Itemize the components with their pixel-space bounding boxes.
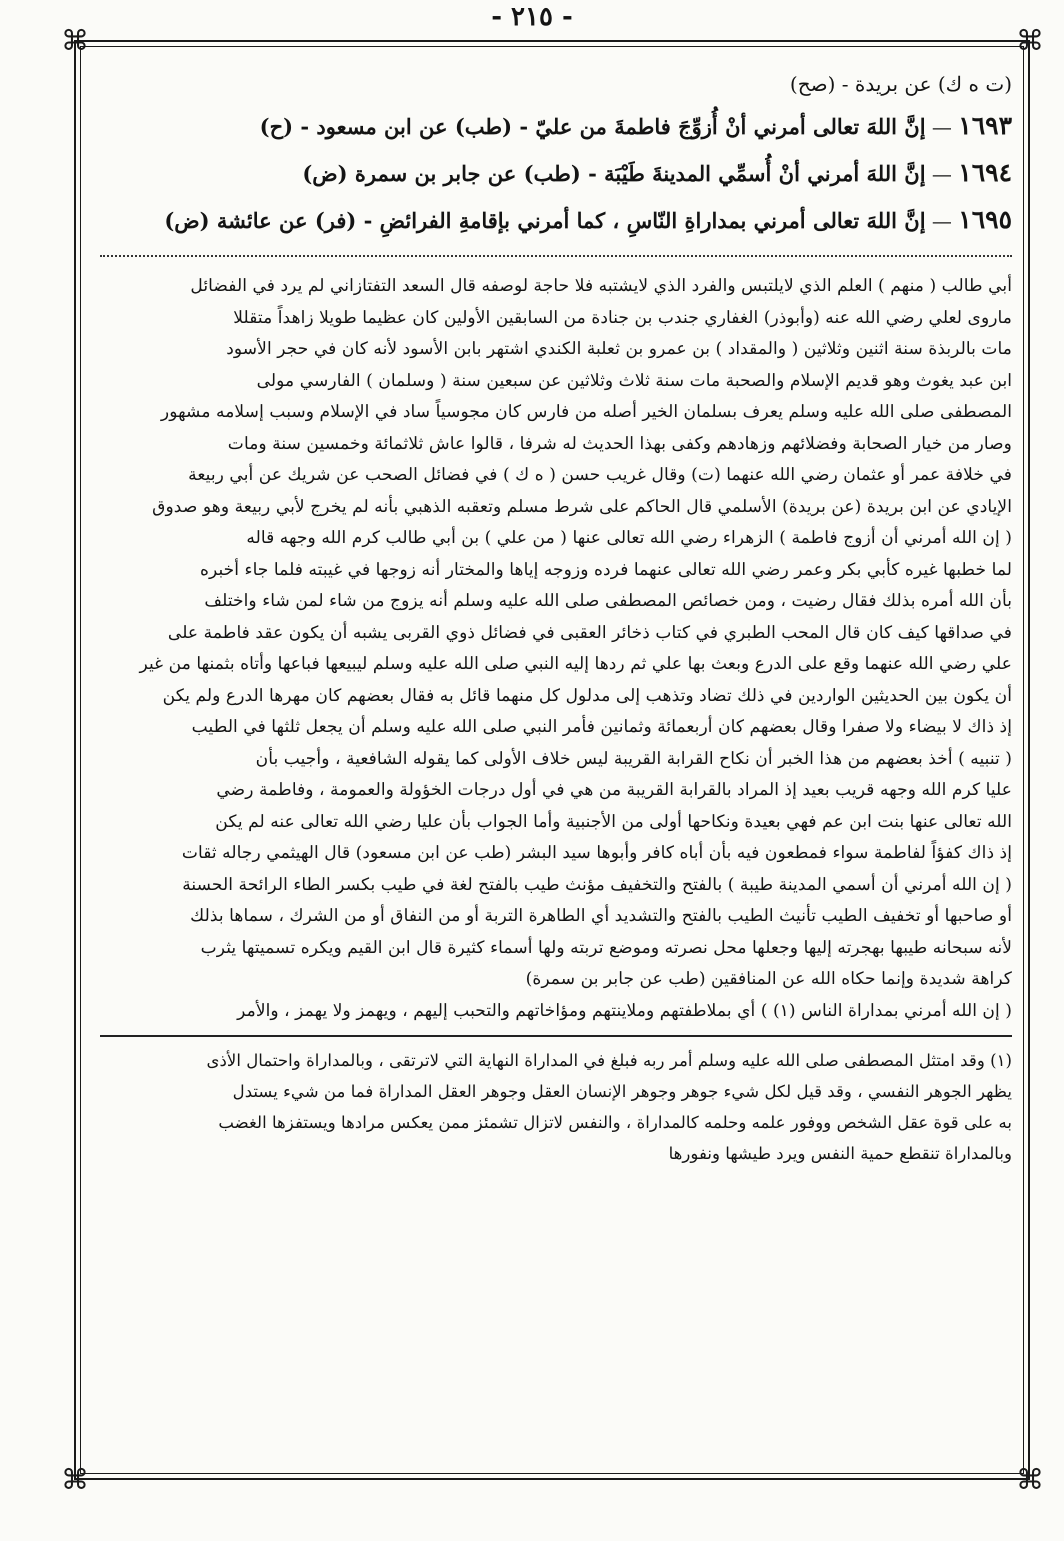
- page-content: [100, 60, 1012, 1169]
- corner-ornament-icon: ⌘: [1016, 1463, 1044, 1496]
- footnote-divider: [100, 1035, 1012, 1037]
- footnote-section: [100, 1045, 1012, 1169]
- hadith-entry: ١٦٩٤ — إنَّ اللهَ أمرني أنْ أُسمِّي المدينةَ طَيْبَة - (طب) عن جابر بن سمرة (ض): [302, 158, 1012, 187]
- footnote-line: به على قوة عقل الشخص ووفور علمه وحلمه كالمداراة ، والنفس لاتزال تشمئز ممن يعكس مرادها ويستفزها الغضب: [218, 1113, 1012, 1132]
- commentary-line: علي رضي الله عنهما وقع على الدرع وبعث بها علي ثم ردها إليه النبي صلى الله عليه وسلم ليبيعها فباعها وأتاه بثمنها من غير: [139, 654, 1012, 674]
- commentary-line: ( إن الله أمرني أن أزوج فاطمة ) الزهراء رضي الله تعالى عنها ( من علي ) بن أبي طالب كرم الله وجهه قاله: [246, 528, 1012, 548]
- commentary-line: إذ ذاك لا بيضاء ولا صفرا وقال بعضهم كان أربعمائة وثمانين فأمر النبي صلى الله عليه وسلم أن يجعل ثلثها في الطيب: [191, 717, 1012, 737]
- hadith-text: إنَّ اللهَ تعالى أمرني أنْ أُزوِّجَ فاطمةَ من عليّ - (طب) عن ابن مسعود - (ح): [259, 114, 926, 139]
- commentary-line: الإيادي عن ابن بريدة (عن بريدة) الأسلمي قال الحاكم على شرط مسلم وتعقبه الذهبي بأنه لم يخرج لأبي ربيعة وهو صدوق: [152, 496, 1012, 517]
- commentary-line: في صداقها كيف كان قال المحب الطبري في كتاب ذخائر العقبى في فضائل ذوي القربى يشبه أن يكون عقد فاطمة على: [167, 622, 1012, 643]
- commentary-line: عليا كرم الله وجهه قريب بعيد إذ المراد بالقرابة القريبة من هي في أول درجات الخؤولة والعمومة ، وفاطمة رضي: [216, 780, 1012, 800]
- commentary-line: كراهة شديدة وإنما حكاه الله عن المنافقين (طب عن جابر بن سمرة): [525, 969, 1012, 989]
- commentary-line: الله تعالى عنها بنت ابن عم فهي بعيدة ونكاحها أولى من الأجنبية وأما الجواب بأن عليا رضي الله تعالى عنه لم يكن: [215, 811, 1012, 832]
- hadith-number: ١٦٩٤: [958, 158, 1012, 187]
- commentary-line: أبي طالب ( منهم ) العلم الذي لايلتبس والفرد الذي لايشتبه فلا حاجة لوصفه قال السعد التفتازاني لم يرد في الفضائل: [190, 276, 1012, 296]
- hadith-entry: ١٦٩٣ — إنَّ اللهَ تعالى أمرني أنْ أُزوِّجَ فاطمةَ من عليّ - (طب) عن ابن مسعود - (ح): [259, 111, 1012, 140]
- commentary-section: [100, 271, 1012, 1027]
- commentary-line: ماروى لعلي رضي الله عنه (وأبوذر) الغفاري جندب بن جنادة من السابقين الأولين كان عظيما طويلا زاهداً متقللا: [233, 307, 1012, 328]
- commentary-line: أن يكون بين الحديثين الواردين في ذلك تضاد وتذهب إلى مدلول كل منهما قائل به فقال بعضهم كان مهرها الدرع ولم يكن: [162, 685, 1012, 706]
- commentary-line: أو صاحبها أو تخفيف الطيب تأنيث الطيب بالفتح والتشديد أي الطاهرة التربة أو من النفاق أو من الشرك ، سماها بذلك: [190, 906, 1012, 926]
- dotted-divider: [100, 255, 1012, 257]
- hadith-section: [100, 72, 1012, 233]
- commentary-line: في خلافة عمر أو عثمان رضي الله عنهما (ت) وقال غريب حسن ( ه ك ) في فضائل الصحب عن شريك عن أبي ربيعة: [188, 465, 1012, 485]
- hadith-text: إنَّ اللهَ تعالى أمرني بمداراةِ النّاسِ ، كما أمرني بإقامةِ الفرائضِ - (فر) عن عائشة (ض): [164, 208, 926, 233]
- commentary-line: المصطفى صلى الله عليه وسلم يعرف بسلمان الخير أصله من فارس كان مجوسياً ساد في الإسلام وسبب إسلامه مشهور: [160, 402, 1012, 422]
- corner-ornament-icon: ⌘: [1016, 24, 1044, 57]
- hadith-number: ١٦٩٣: [958, 111, 1012, 140]
- commentary-line: وصار من خيار الصحابة وفضلائهم وزهادهم وكفى بهذا الحديث له شرفا ، قالوا عاش ثلاثمائة وخمسين سنة ومات: [227, 433, 1012, 454]
- intro-line: (ت ه ك) عن بريدة - (صح): [789, 72, 1012, 96]
- corner-ornament-icon: ⌘: [61, 24, 89, 57]
- commentary-line: لما خطبها غيره كأبي بكر وعمر رضي الله تعالى عنهما فرده وزوجه إياها والمختار أنه زوجها في غيبته فلما جاء أخبره: [199, 559, 1012, 580]
- commentary-line: لأنه سبحانه طيبها بهجرته إليها وجعلها محل نصرته وموضع تربته ولها أسماء كثيرة قال ابن القيم ويكره تسميتها يثرب: [200, 937, 1012, 958]
- commentary-line: ( إن الله أمرني بمداراة الناس (١) ) أي بملاطفتهم وملاينتهم ومؤاخاتهم والتحبب إليهم ، ويهمز ولا يهمز ، والأمر: [237, 1000, 1012, 1021]
- hadith-entry: ١٦٩٥ — إنَّ اللهَ تعالى أمرني بمداراةِ النّاسِ ، كما أمرني بإقامةِ الفرائضِ - (فر) عن عائشة (ض): [164, 205, 1012, 234]
- footnote-line: يظهر الجوهر النفسي ، وقد قيل لكل شيء جوهر وجوهر الإنسان العقل وجوهر العقل المداراة فما من شيء يستدل: [232, 1082, 1012, 1101]
- commentary-line: إذ ذاك كفؤاً لفاطمة سواء فمطعون فيه بأن أباه كافر وأبوها سيد البشر (طب عن ابن مسعود) قال الهيثمي رجاله ثقات: [181, 843, 1012, 863]
- commentary-line: بأن الله أمره بذلك فقال رضيت ، ومن خصائص المصطفى صلى الله عليه وسلم أنه يزوج من شاء لمن شاء واختلف: [204, 591, 1012, 611]
- hadith-text: إنَّ اللهَ أمرني أنْ أُسمِّي المدينةَ طَيْبَة - (طب) عن جابر بن سمرة (ض): [302, 161, 926, 186]
- commentary-line: ( تنبيه ) أخذ بعضهم من هذا الخبر أن نكاح القرابة القريبة ليس خلاف الأولى كما يقوله الشافعية ، وأجيب بأن: [255, 748, 1012, 769]
- hadith-number: ١٦٩٥: [958, 205, 1012, 234]
- corner-ornament-icon: ⌘: [61, 1463, 89, 1496]
- footnote-line: (١) وقد امتثل المصطفى صلى الله عليه وسلم أمر ربه فبلغ في المداراة النهاية التي لاترتقى ، وبالمداراة واحتمال الأذى: [206, 1051, 1012, 1070]
- footnote-line: وبالمداراة تنقطع حمية النفس ويرد طيشها ونفورها: [668, 1144, 1012, 1163]
- commentary-line: مات بالربذة سنة اثنين وثلاثين ( والمقداد ) بن عمرو بن ثعلبة الكندي اشتهر بابن الأسود لأنه كان في حجر الأسود: [226, 339, 1012, 359]
- commentary-line: ( إن الله أمرني أن أسمي المدينة طيبة ) بالفتح والتخفيف مؤنث طيب بالفتح لغة في طيب بكسر الطاء الرائحة الحسنة: [182, 874, 1012, 895]
- page-number: - ٢١٥ -: [491, 2, 573, 32]
- commentary-line: ابن عبد يغوث وهو قديم الإسلام والصحبة مات سنة ثلاث وثلاثين عن سبعين سنة ( وسلمان ) الفارسي مولى: [256, 370, 1012, 391]
